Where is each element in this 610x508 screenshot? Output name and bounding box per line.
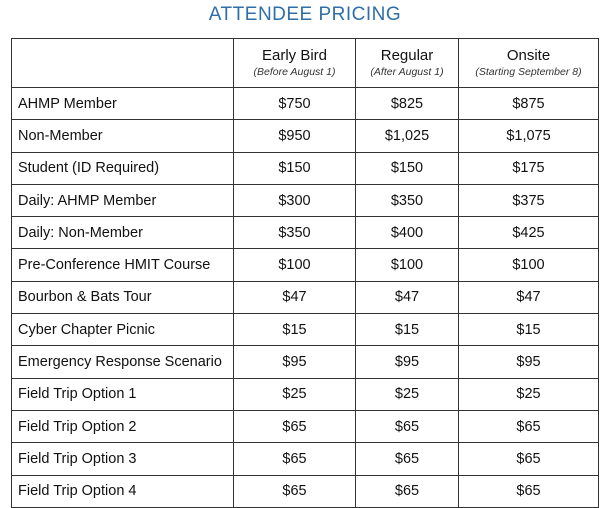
column-subtitle: (After August 1) [370, 65, 444, 78]
table-row [12, 217, 599, 249]
early-bird-price: $350 [234, 217, 356, 249]
table-row [12, 249, 599, 281]
onsite-price: $1,075 [459, 120, 599, 152]
regular-price: $47 [356, 281, 459, 313]
table-row [12, 314, 599, 346]
table-row [12, 443, 599, 475]
regular-price: $65 [356, 443, 459, 475]
table-row [12, 410, 599, 442]
regular-price: $100 [356, 249, 459, 281]
table-row [12, 88, 599, 120]
column-name: Regular [380, 47, 434, 65]
onsite-price: $95 [459, 346, 599, 378]
onsite-price: $65 [459, 475, 599, 507]
row-label: Non-Member [12, 120, 234, 152]
onsite-price: $65 [459, 443, 599, 475]
column-name: Early Bird [261, 47, 328, 65]
regular-price: $350 [356, 184, 459, 216]
header-corner-cell [12, 39, 234, 88]
early-bird-price: $65 [234, 410, 356, 442]
row-label: AHMP Member [12, 88, 234, 120]
regular-price: $65 [356, 475, 459, 507]
column-header-onsite [459, 39, 599, 88]
regular-price: $150 [356, 152, 459, 184]
row-label: Emergency Response Scenario [12, 346, 234, 378]
table-row [12, 346, 599, 378]
regular-price: $15 [356, 314, 459, 346]
page-title: ATTENDEE PRICING [208, 4, 402, 25]
early-bird-price: $15 [234, 314, 356, 346]
regular-price: $25 [356, 378, 459, 410]
early-bird-price: $300 [234, 184, 356, 216]
table-row [12, 475, 599, 507]
column-subtitle: (Starting September 8) [475, 65, 582, 78]
early-bird-price: $25 [234, 378, 356, 410]
regular-price: $1,025 [356, 120, 459, 152]
column-header-early-bird [234, 39, 356, 88]
onsite-price: $375 [459, 184, 599, 216]
table-row [12, 378, 599, 410]
early-bird-price: $750 [234, 88, 356, 120]
onsite-price: $65 [459, 410, 599, 442]
row-label: Student (ID Required) [12, 152, 234, 184]
row-label: Daily: Non-Member [12, 217, 234, 249]
onsite-price: $425 [459, 217, 599, 249]
early-bird-price: $95 [234, 346, 356, 378]
early-bird-price: $65 [234, 475, 356, 507]
table-row [12, 281, 599, 313]
table-row [12, 120, 599, 152]
onsite-price: $25 [459, 378, 599, 410]
column-name: Onsite [506, 47, 551, 65]
regular-price: $65 [356, 410, 459, 442]
early-bird-price: $950 [234, 120, 356, 152]
onsite-price: $100 [459, 249, 599, 281]
row-label: Field Trip Option 1 [12, 378, 234, 410]
onsite-price: $175 [459, 152, 599, 184]
regular-price: $825 [356, 88, 459, 120]
row-label: Field Trip Option 2 [12, 410, 234, 442]
regular-price: $400 [356, 217, 459, 249]
row-label: Daily: AHMP Member [12, 184, 234, 216]
table-row [12, 152, 599, 184]
row-label: Cyber Chapter Picnic [12, 314, 234, 346]
onsite-price: $875 [459, 88, 599, 120]
onsite-price: $15 [459, 314, 599, 346]
row-label: Bourbon & Bats Tour [12, 281, 234, 313]
regular-price: $95 [356, 346, 459, 378]
early-bird-price: $47 [234, 281, 356, 313]
row-label: Field Trip Option 3 [12, 443, 234, 475]
table-row [12, 184, 599, 216]
early-bird-price: $65 [234, 443, 356, 475]
early-bird-price: $100 [234, 249, 356, 281]
column-header-regular [356, 39, 459, 88]
onsite-price: $47 [459, 281, 599, 313]
pricing-table [11, 38, 599, 508]
header-row [12, 39, 599, 88]
early-bird-price: $150 [234, 152, 356, 184]
row-label: Pre-Conference HMIT Course [12, 249, 234, 281]
column-subtitle: (Before August 1) [253, 65, 336, 78]
row-label: Field Trip Option 4 [12, 475, 234, 507]
